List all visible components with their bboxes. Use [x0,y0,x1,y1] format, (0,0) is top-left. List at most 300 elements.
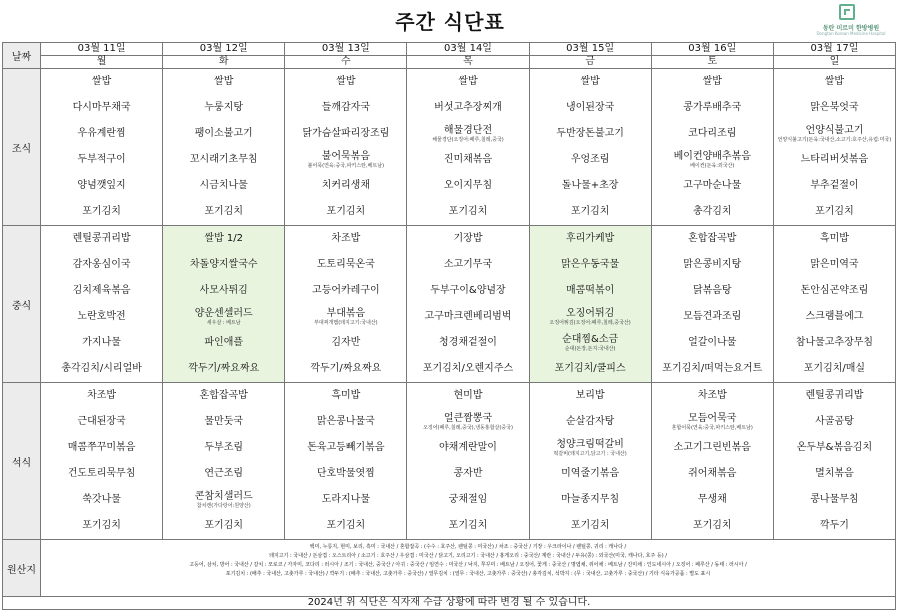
dish-name: 물만둣국 [204,416,244,427]
dish-name: 흑미밥 [331,390,361,401]
dish-name: 포기김치 [448,520,488,531]
menu-table [2,42,896,610]
dish-item [776,330,893,356]
dish-name: 보리밥 [575,390,605,401]
dish-item [654,121,771,147]
dish-name: 야채계란말이 [439,442,497,453]
dish-name: 두부조림 [204,442,244,453]
dish-list [530,226,651,382]
dish-name: 사모사튀김 [199,285,248,296]
lunch-cell [407,226,529,383]
dish-item [654,356,771,382]
dish-name: 김자반 [331,337,361,348]
date-cell: 03월 16일 [651,43,773,56]
dish-name: 차조밥 [87,390,117,401]
dish-name: 고구마순나물 [683,180,742,191]
dish-item [287,121,404,147]
dish-item [165,278,282,304]
dish-name: 궁채절임 [448,494,488,505]
dish-name: 콩가루배추국 [683,102,742,113]
dish-item [287,461,404,487]
dish-item [287,147,404,173]
dish-item [287,435,404,461]
date-cell: 03월 11일 [41,43,163,56]
dish-list [163,69,284,225]
breakfast-row [3,69,896,226]
dish-name: 청경채겉절이 [439,337,497,348]
dish-item [165,356,282,382]
weekday-cell: 월 [41,56,163,69]
dish-name: 쥐어채볶음 [688,468,737,479]
dish-item [776,199,893,225]
dish-item [43,304,160,330]
dish-name: 양운센셀러드 [194,308,253,319]
dish-item [654,252,771,278]
dish-list [163,383,284,539]
dish-name: 연근조림 [204,468,244,479]
dish-item [409,147,526,173]
dish-name: 쌀밥 [702,76,722,87]
dish-name: 참나물고추장무침 [795,337,874,348]
dish-name: 미역줄기볶음 [561,468,620,479]
dish-item [43,356,160,382]
dish-name: 두부구이&양념장 [430,285,506,296]
dish-name: 시금치나물 [199,180,248,191]
dish-list [285,226,406,382]
dish-name: 사골곰탕 [815,416,854,427]
dish-name: 얼큰짬뽕국 [443,413,493,424]
dish-item [532,409,649,435]
dish-name: 단호박물엿찜 [316,468,375,479]
dish-name: 포기김치 [326,206,366,217]
dish-item [409,173,526,199]
weekday-cell: 토 [651,56,773,69]
dish-item [409,487,526,513]
breakfast-cell [163,69,285,226]
breakfast-cell [407,69,529,226]
lunch-cell [163,226,285,383]
weekday-cell: 금 [529,56,651,69]
dish-item [287,199,404,225]
dish-name: 두부적구이 [77,154,126,165]
dish-item [776,226,893,252]
footer-note: 2024년 위 식단은 식자재 수급 상황에 따라 변경 될 수 있습니다. [3,597,896,610]
dish-name: 닭가슴살파리장조림 [302,128,390,139]
dish-item [409,69,526,95]
dish-list [285,69,406,225]
dish-name: 포기김치 [326,520,366,531]
dish-item [409,409,526,435]
dish-name: 부추겉절이 [810,180,859,191]
dinner-row [3,383,896,540]
dish-item [43,252,160,278]
dish-name: 쑥갓나물 [82,494,121,505]
date-cell: 03월 12일 [163,43,285,56]
hospital-name: 동탄 미르미 한방병원 [822,25,880,32]
dish-item [532,487,649,513]
breakfast-label: 조식 [3,69,41,226]
dish-item [776,383,893,409]
dish-name: 포기김치/쿨피스 [554,363,626,374]
dish-name: 진미채볶음 [443,154,493,165]
origin-row [3,540,896,597]
dish-item [165,252,282,278]
dish-origin-note: 혼합어묵(연육:중국,파키스탄,베트남) [671,425,753,431]
weekday-cell: 일 [773,56,895,69]
dish-item [287,95,404,121]
dish-name: 매콤쭈꾸미볶음 [67,442,136,453]
dish-name: 오이지무침 [443,180,493,191]
dish-name: 언양식불고기 [805,125,864,136]
dish-item [409,513,526,539]
hospital-logo [806,4,896,40]
dish-item [43,409,160,435]
dish-name: 순살감자탕 [565,416,615,427]
dish-item [409,330,526,356]
dish-name: 렌틸콩귀리밥 [805,390,864,401]
dish-item [43,278,160,304]
dish-name: 소고기무국 [443,259,493,270]
dish-name: 돈안심곤약조림 [800,285,869,296]
dish-item [43,383,160,409]
dinner-cell [285,383,407,540]
dinner-cell [773,383,895,540]
dish-item [43,330,160,356]
dish-item [532,513,649,539]
breakfast-cell [773,69,895,226]
dish-item [287,330,404,356]
dish-item [776,304,893,330]
dish-name: 쌀밥 [214,76,234,87]
dish-name: 쌀밥 [336,76,356,87]
origin-line: 백미, 누룽지, 현미, 보리, 흑미 : 국내산 / 혼합잡곡 : (수수 : 호주산, 렌틸콩 : 미국산) / 차조 : 중국산 / 기장 : 우크라이나 / 렌틸콩, 귀리 : 캐나다 / [309,544,627,550]
dish-name: 감자옹심이국 [72,259,131,270]
date-cell: 03월 14일 [407,43,529,56]
dish-list [41,226,162,382]
dish-item [654,226,771,252]
dish-item [165,409,282,435]
dish-list [407,69,528,225]
dish-name: 고등어카레구이 [312,285,380,296]
dish-item [776,356,893,382]
dish-name: 후리가케밥 [565,233,615,244]
dish-name: 콩자반 [453,468,483,479]
dinner-cell [407,383,529,540]
date-header: 날짜 [3,43,41,69]
dish-item [165,435,282,461]
dish-name: 포기김치/오렌지주스 [422,363,514,374]
page-title: 주간 식단표 [395,10,505,34]
dish-item [287,383,404,409]
origin-line: 포기김치 : (배추 : 국내산, 고춧가루 : 국내산) / 깍두기 : (배추 : 국내산, 고춧가루 : 중국산) / 열무김치 : (열무 : 국내산, 고춧가루 : 중국산) / 총각김치, 석박지 : (무 : 국내산, 고춧가루 : 중국산) / 기타 식육가공품 : 별도 표시 [225,571,711,577]
origin-label: 원산지 [3,540,41,597]
dish-origin-note: 참치캔(가다랑어:원양산) [196,503,251,509]
hospital-logo-icon [839,4,855,20]
dish-name: 쌀밥 [91,76,112,87]
dish-name: 노란호박전 [77,311,126,322]
breakfast-cell [651,69,773,226]
dish-item [287,278,404,304]
dish-item [776,435,893,461]
lunch-cell [285,226,407,383]
dish-name: 꼬시래기초무침 [189,154,258,165]
dish-name: 양념깻잎지 [77,180,126,191]
dish-name: 포기김치 [570,206,610,217]
dish-item [43,147,160,173]
dish-item [165,226,282,252]
dish-name: 맑은우동국물 [561,259,620,270]
dish-item [532,330,649,356]
dish-origin-note: 오징어(페루,칠레,중국),냉동홍합살(중국) [423,425,513,431]
dish-name: 차조밥 [697,390,727,401]
dish-item [409,252,526,278]
dish-name: 청양크림떡갈비 [556,439,624,450]
dish-name: 혼합잡곡밥 [199,390,248,401]
dish-item [165,513,282,539]
origin-text [41,540,895,579]
dish-item [165,383,282,409]
dish-item [43,199,160,225]
dish-list [285,383,406,539]
dinner-cell [529,383,651,540]
dish-item [654,304,771,330]
dish-name: 포기김치 [815,206,854,217]
dinner-label: 석식 [3,383,41,540]
dish-name: 우엉조림 [570,154,610,165]
dish-name: 포기김치 [82,206,121,217]
dish-item [409,278,526,304]
origin-info [41,540,896,597]
dish-name: 깍두기 [819,520,849,531]
dish-item [532,95,649,121]
dish-item [43,435,160,461]
dish-origin-note: 언양식불고기(돈육:국내산,소고기:호주산,유럽:미국) [777,137,892,143]
dish-name: 코다리조림 [688,128,737,139]
dish-list [774,226,895,382]
dish-name: 버섯고추장찌개 [434,102,502,113]
dish-item [43,69,160,95]
dish-item [654,69,771,95]
dish-item [532,69,649,95]
dish-name: 근대된장국 [77,416,126,427]
dish-name: 멸치볶음 [815,468,854,479]
dish-name: 차조밥 [331,233,361,244]
hospital-subtitle: Dongtan Korean Medicine Hospital [816,31,886,36]
dish-item [165,461,282,487]
dish-origin-note: 해물경단(오징어:페루,칠레,중국) [432,137,504,143]
dish-name: 무생채 [697,494,727,505]
dish-name: 깍두기/짜요짜요 [188,363,260,374]
dish-item [165,121,282,147]
dinner-cell [651,383,773,540]
dish-name: 가지나물 [82,337,121,348]
dish-item [287,513,404,539]
dish-name: 누룽지탕 [204,102,244,113]
weekday-cell: 목 [407,56,529,69]
dish-name: 부대볶음 [326,308,366,319]
dish-name: 닭볶음탕 [692,285,732,296]
dish-item [776,487,893,513]
dinner-cell [41,383,163,540]
dish-item [776,252,893,278]
dish-name: 얼갈이나물 [688,337,737,348]
dish-name: 해물경단전 [443,125,493,136]
dish-item [165,330,282,356]
dish-item [776,69,893,95]
dish-name: 쌀밥 [458,76,478,87]
lunch-cell [651,226,773,383]
weekday-cell: 화 [163,56,285,69]
dish-name: 도라지나물 [321,494,370,505]
dish-item [776,461,893,487]
dish-name: 포기김치/떠먹는요거트 [662,363,763,374]
dish-name: 현미밥 [453,390,483,401]
breakfast-cell [285,69,407,226]
lunch-cell [773,226,895,383]
dish-item [287,226,404,252]
dish-item [43,173,160,199]
date-cell: 03월 15일 [529,43,651,56]
dish-name: 쌀밥 1/2 [204,233,243,244]
dish-name: 차돌양지쌀국수 [189,259,258,270]
dish-item [165,304,282,330]
dish-name: 콘참치샐러드 [194,491,253,502]
dish-name: 고구마크렌베리범벅 [424,311,512,322]
dish-name: 느타리버섯볶음 [800,154,869,165]
origin-line: 고등어, 삼치, 방어 : 국내산 / 갈치 : 모로코 / 가자미, 코다리 : 러시아 / 조기 : 국내산, 중국산 / 아귀 : 중국산 / 임연수 : 미국산 / 낙지, 쭈꾸미 : 베트남 / 오징어, 꽃게 : 중국산 / 명엽채, 쥐어채 : 베트남 / 진미채 : 인도네시아 / 오징어 : 페루산 / 동태 : 러시아 / [189,562,747,568]
dish-item [43,95,160,121]
dish-name: 포기김치 [204,520,244,531]
dish-name: 우유계란찜 [77,128,126,139]
dish-item [776,409,893,435]
dish-item [165,147,282,173]
dish-item [409,226,526,252]
dish-name: 포기김치 [204,206,244,217]
dish-name: 파인애플 [204,337,244,348]
dish-item [654,461,771,487]
dish-item [532,199,649,225]
dish-item [654,173,771,199]
dish-list [774,69,895,225]
dish-origin-note: 순대(돈장,돈지:국내산) [564,346,616,352]
dish-name: 순대찜&소금 [562,334,619,345]
dish-name: 건도토리묵무침 [67,468,136,479]
dish-name: 들깨감자국 [321,102,370,113]
dish-item [776,278,893,304]
dish-item [654,409,771,435]
dish-item [43,513,160,539]
dish-item [776,95,893,121]
dish-item [287,69,404,95]
dish-item [43,226,160,252]
dish-name: 오징어튀김 [565,308,615,319]
dish-list [652,226,773,382]
dish-item [287,304,404,330]
dish-name: 도토리묵온국 [316,259,375,270]
dish-origin-note: 베이컨(돈육:외국산) [690,163,735,169]
dish-name: 맑은북엇국 [810,102,859,113]
dish-name: 포기김치/매실 [803,363,866,374]
dish-list [407,383,528,539]
lunch-cell [41,226,163,383]
dish-item [287,252,404,278]
dish-name: 맑은미역국 [810,259,859,270]
dish-item [532,147,649,173]
dish-origin-note: 불어묵(연육:중국,파키스탄,베트남) [307,163,385,169]
dish-item [532,356,649,382]
dish-list [530,69,651,225]
dish-item [654,199,771,225]
dish-item [43,121,160,147]
dish-item [287,487,404,513]
dish-name: 베이컨양배추볶음 [673,151,751,162]
dish-item [532,435,649,461]
date-row [3,43,896,56]
dish-item [776,173,893,199]
dish-item [532,278,649,304]
dish-item [654,513,771,539]
dish-list [774,383,895,539]
dish-item [776,513,893,539]
dish-item [409,461,526,487]
dish-name: 김치제육볶음 [72,285,131,296]
dish-item [654,147,771,173]
breakfast-cell [41,69,163,226]
dish-item [532,383,649,409]
origin-line: 돼지고기 : 국내산 / 돈삼겹 : 오스트리아 / 소고기 : 호주산 / 우삼겹 : 미국산 / 닭고기, 오리고기 : 국내산 / 홍게오리 : 중국산/ 계란 : 국내산 / 두유(콩) : 외국산(미국, 캐나다, 호주 등) / [269,553,667,559]
dish-name: 스크램블에그 [805,311,864,322]
dish-name: 돌나물+초장 [561,180,619,191]
dish-item [654,330,771,356]
dish-name: 불어묵볶음 [321,151,370,162]
dish-item [409,356,526,382]
dish-name: 포기김치 [448,206,488,217]
dish-list [163,226,284,382]
dish-item [532,173,649,199]
dish-item [776,147,893,173]
dish-name: 냉이된장국 [565,102,615,113]
dish-item [409,95,526,121]
dish-item [409,304,526,330]
dish-name: 두반장돈불고기 [556,128,624,139]
weekday-cell: 수 [285,56,407,69]
dinner-cell [163,383,285,540]
date-cell: 03월 13일 [285,43,407,56]
dish-name: 돈육고등빼기볶음 [307,442,385,453]
dish-name: 깍두기/짜요짜요 [310,363,382,374]
dish-list [652,69,773,225]
dish-list [407,226,528,382]
dish-name: 맑은콩나물국 [316,416,375,427]
dish-name: 팽이소불고기 [194,128,253,139]
dish-item [43,487,160,513]
dish-item [409,383,526,409]
breakfast-cell [529,69,651,226]
dish-item [409,435,526,461]
dish-list [652,383,773,539]
dish-list [41,383,162,539]
dish-item [654,278,771,304]
dish-item [409,121,526,147]
weekday-row [3,56,896,69]
dish-item [654,487,771,513]
dish-item [532,252,649,278]
dish-item [776,121,893,147]
dish-name: 마늘종지무침 [561,494,620,505]
dish-item [165,69,282,95]
dish-name: 모듬어묵국 [688,413,737,424]
dish-item [165,487,282,513]
